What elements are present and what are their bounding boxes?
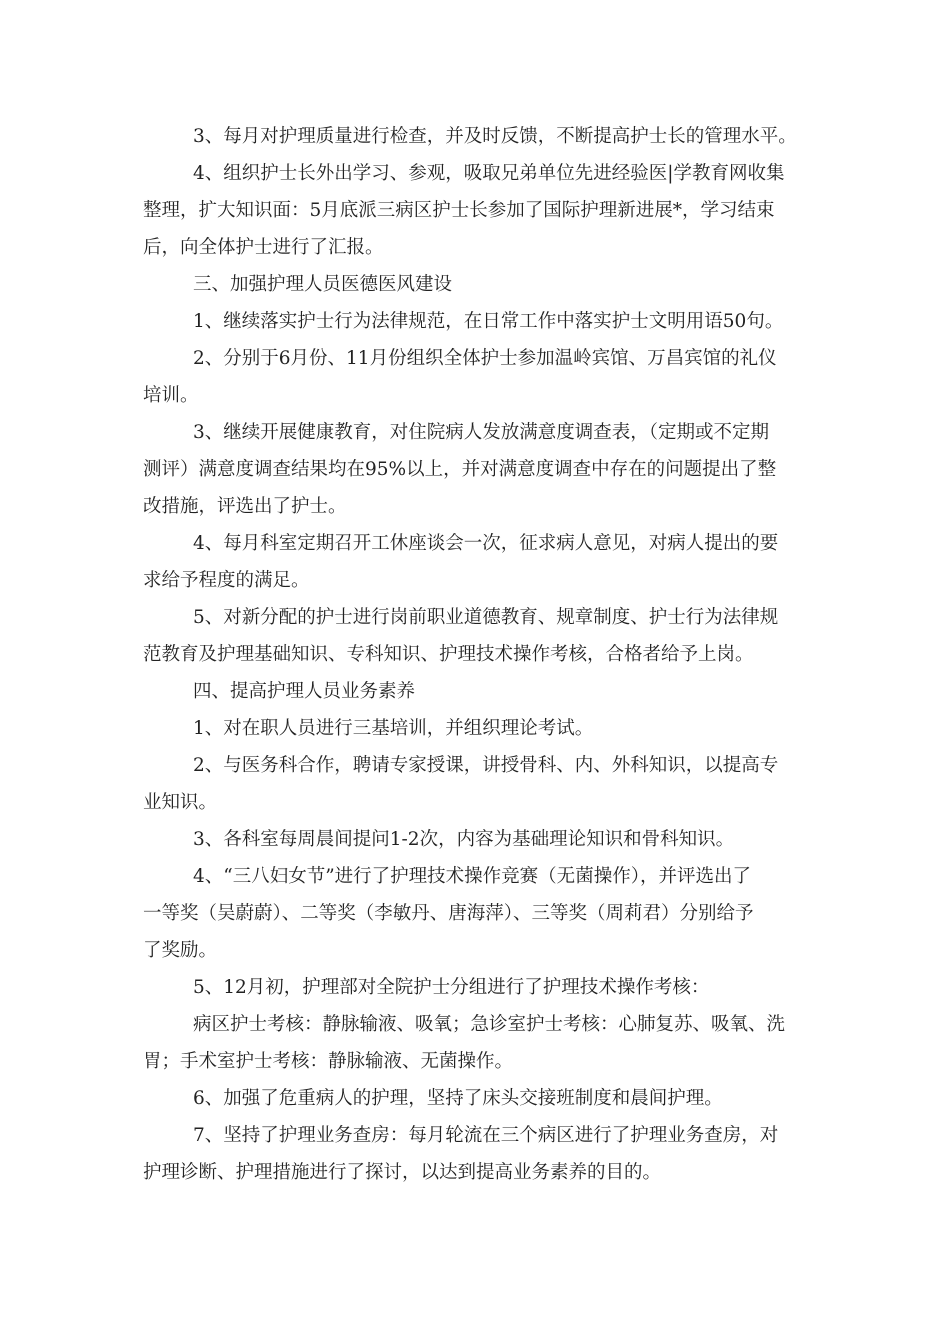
paragraph bbox=[143, 1117, 811, 1191]
paragraph-line: 病区护士考核：静脉输液、吸氧；急诊室护士考核：心肺复苏、吸氧、洗 bbox=[193, 1014, 786, 1035]
paragraph-line: 2、分别于6月份、11月份组织全体护士参加温岭宾馆、万昌宾馆的礼仪 bbox=[193, 348, 777, 369]
paragraph bbox=[143, 414, 811, 525]
paragraph-line: 1、对在职人员进行三基培训，并组织理论考试。 bbox=[193, 718, 594, 739]
paragraph-line: 求给予程度的满足。 bbox=[143, 570, 310, 591]
paragraph bbox=[143, 525, 811, 599]
paragraph bbox=[143, 969, 811, 1006]
paragraph-line: 三、加强护理人员医德医风建设 bbox=[193, 274, 453, 295]
paragraph-line: 4、组织护士长外出学习、参观，吸取兄弟单位先进经验医|学教育网收集 bbox=[193, 163, 785, 184]
paragraph bbox=[143, 118, 811, 155]
paragraph-line: 后，向全体护士进行了汇报。 bbox=[143, 237, 384, 258]
paragraph-line: 3、继续开展健康教育，对住院病人发放满意度调查表，（定期或不定期 bbox=[193, 422, 770, 443]
paragraph bbox=[143, 155, 811, 266]
paragraph-line: 7、坚持了护理业务查房：每月轮流在三个病区进行了护理业务查房，对 bbox=[193, 1125, 779, 1146]
paragraph-line: 范教育及护理基础知识、专科知识、护理技术操作考核，合格者给予上岗。 bbox=[143, 644, 754, 665]
paragraph bbox=[143, 710, 811, 747]
paragraph-line: 了奖励。 bbox=[143, 940, 218, 961]
paragraph bbox=[143, 303, 811, 340]
paragraph-line: 整理，扩大知识面：5月底派三病区护士长参加了国际护理新进展*，学习结束 bbox=[143, 200, 775, 221]
paragraph bbox=[143, 821, 811, 858]
paragraph bbox=[143, 747, 811, 821]
paragraph bbox=[143, 266, 811, 303]
paragraph-line: 改措施，评选出了护士。 bbox=[143, 496, 347, 517]
paragraph-line: 测评）满意度调查结果均在95%以上，并对满意度调查中存在的问题提出了整 bbox=[143, 459, 777, 480]
paragraph-line: 5、12月初，护理部对全院护士分组进行了护理技术操作考核： bbox=[193, 977, 710, 998]
paragraph-line: 一等奖（吴蔚蔚）、二等奖（李敏丹、唐海萍）、三等奖（周莉君）分别给予 bbox=[143, 903, 754, 924]
paragraph-line: 5、对新分配的护士进行岗前职业道德教育、规章制度、护士行为法律规 bbox=[193, 607, 779, 628]
document-page bbox=[143, 118, 811, 1191]
paragraph bbox=[143, 1006, 811, 1080]
paragraph bbox=[143, 858, 811, 969]
paragraph-line: 护理诊断、护理措施进行了探讨，以达到提高业务素养的目的。 bbox=[143, 1162, 662, 1183]
paragraph-line: 3、各科室每周晨间提问1-2次，内容为基础理论知识和骨科知识。 bbox=[193, 829, 735, 850]
paragraph bbox=[143, 340, 811, 414]
document-body bbox=[143, 118, 811, 1191]
paragraph-line: 1、继续落实护士行为法律规范，在日常工作中落实护士文明用语50句。 bbox=[193, 311, 784, 332]
paragraph-line: 4、每月科室定期召开工休座谈会一次，征求病人意见，对病人提出的要 bbox=[193, 533, 779, 554]
paragraph bbox=[143, 673, 811, 710]
paragraph bbox=[143, 1080, 811, 1117]
paragraph-line: 3、每月对护理质量进行检查，并及时反馈，不断提高护士长的管理水平。 bbox=[193, 126, 797, 147]
paragraph-line: 胃；手术室护士考核：静脉输液、无菌操作。 bbox=[143, 1051, 514, 1072]
paragraph-line: 业知识。 bbox=[143, 792, 218, 813]
paragraph-line: 6、加强了危重病人的护理，坚持了床头交接班制度和晨间护理。 bbox=[193, 1088, 723, 1109]
paragraph-line: 2、与医务科合作，聘请专家授课，讲授骨科、内、外科知识，以提高专 bbox=[193, 755, 779, 776]
paragraph-line: 四、提高护理人员业务素养 bbox=[193, 681, 416, 702]
paragraph bbox=[143, 599, 811, 673]
paragraph-line: 培训。 bbox=[143, 385, 199, 406]
paragraph-line: 4、“三八妇女节”进行了护理技术操作竞赛（无菌操作），并评选出了 bbox=[193, 866, 751, 887]
